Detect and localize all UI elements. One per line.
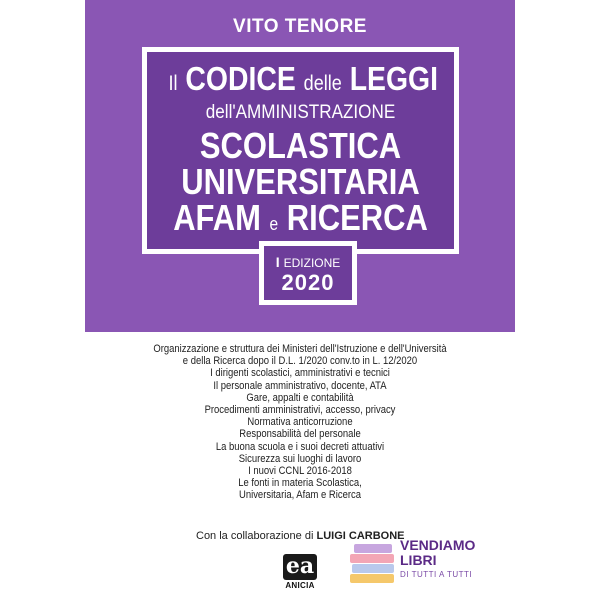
contents-item: Sicurezza sui luoghi di lavoro bbox=[238, 452, 362, 465]
contents-item: Il personale amministrativo, docente, ATA bbox=[213, 379, 387, 392]
title-line-2: dell'AMMINISTRAZIONE bbox=[205, 102, 396, 123]
publisher-logo bbox=[278, 554, 322, 590]
seller-badge bbox=[350, 534, 500, 592]
title-frame bbox=[142, 47, 459, 254]
edition-label: EDIZIONE bbox=[283, 256, 341, 270]
badge-line-3: DI TUTTI A TUTTI bbox=[400, 570, 473, 579]
contents-item: e della Ricerca dopo il D.L. 1/2020 conv.to in L. 12/2020 bbox=[182, 355, 418, 368]
title-line-3: SCOLASTICA bbox=[199, 125, 402, 166]
edition-line bbox=[264, 254, 352, 270]
contents-item: I nuovi CCNL 2016-2018 bbox=[248, 465, 352, 478]
collaboration-prefix: Con la collaborazione di bbox=[196, 530, 314, 542]
title-word: LEGGI bbox=[349, 60, 439, 97]
title-word: RICERCA bbox=[286, 197, 428, 238]
title-word: e bbox=[269, 214, 279, 234]
publisher-name: ANICIA bbox=[285, 581, 315, 590]
book-cover bbox=[85, 0, 515, 600]
contents-item: Organizzazione e struttura dei Ministeri dell'Istruzione e dell'Università bbox=[153, 343, 447, 355]
title-word: delle bbox=[303, 72, 342, 95]
collaborator-name: LUIGI CARBONE bbox=[316, 530, 405, 542]
title-line-1 bbox=[168, 60, 439, 98]
contents-item: Universitaria, Afam e Ricerca bbox=[239, 489, 361, 502]
title-word: Il bbox=[168, 72, 178, 95]
contents-item: Procedimenti amministrativi, accesso, privacy bbox=[204, 404, 396, 417]
edition-badge bbox=[259, 241, 357, 305]
edition-year: 2020 bbox=[281, 270, 335, 295]
contents-list bbox=[85, 343, 515, 502]
contents-item: La buona scuola e i suoi decreti attuativi bbox=[215, 440, 385, 453]
contents-item: Normativa anticorruzione bbox=[247, 416, 353, 429]
title-word: AFAM bbox=[173, 197, 261, 238]
author-name: VITO TENORE bbox=[233, 16, 367, 37]
badge-text bbox=[400, 538, 475, 582]
edition-number: I bbox=[275, 254, 280, 270]
books-stack-icon bbox=[350, 534, 396, 592]
contents-item: I dirigenti scolastici, amministrativi e tecnici bbox=[210, 367, 390, 380]
contents-item: Gare, appalti e contabilità bbox=[246, 391, 354, 404]
cover-header bbox=[85, 0, 515, 332]
title-word: CODICE bbox=[185, 60, 296, 97]
title-line-4: UNIVERSITARIA bbox=[181, 161, 420, 202]
badge-line-2: LIBRI bbox=[400, 552, 437, 568]
contents-item: Le fonti in materia Scolastica, bbox=[238, 477, 362, 490]
badge-line-1: VENDIAMO bbox=[400, 537, 476, 553]
contents-item: Responsabilità del personale bbox=[239, 428, 361, 441]
publisher-mark: ea bbox=[283, 554, 317, 580]
title-line-5 bbox=[168, 197, 432, 242]
